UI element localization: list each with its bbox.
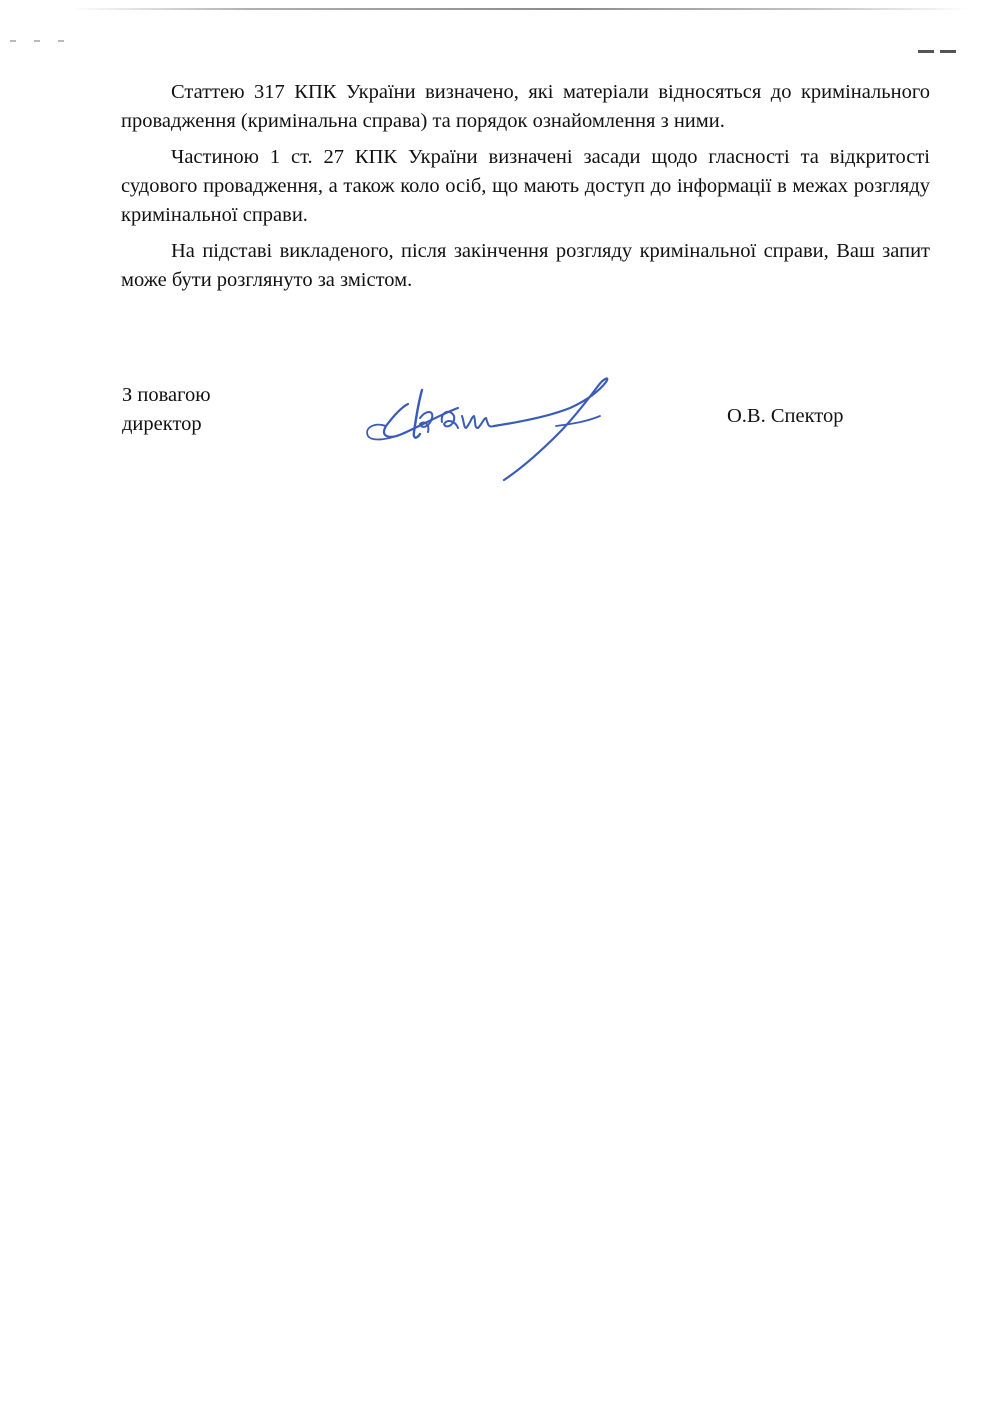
closing-block [122,381,211,439]
paragraph-article-317: Статтею 317 КПК України визначено, які матеріали відносяться до кримінального провадження (кримінальна справа) та порядок ознайомлення з ними. [121,81,930,132]
paragraph-conclusion: На підставі викладеного, після закінчення розгляду кримінальної справи, Ваш запит може бути розглянуто за змістом. [121,240,930,291]
scan-artifact-left-mark [10,40,80,42]
signatory-name: О.В. Спектор [727,405,844,427]
handwritten-signature-icon [360,372,630,487]
scan-artifact-right-mark [918,50,958,53]
letter-body [121,78,930,302]
signatory-position: директор [122,413,202,435]
scan-artifact-top-line [70,8,970,10]
closing-phrase: З повагою [122,384,211,406]
paragraph-article-27: Частиною 1 ст. 27 КПК України визначені засади щодо гласності та відкритості судового провадження, а також коло осіб, що мають доступ до інформації в межах розгляду кримінальної справи. [121,146,930,226]
